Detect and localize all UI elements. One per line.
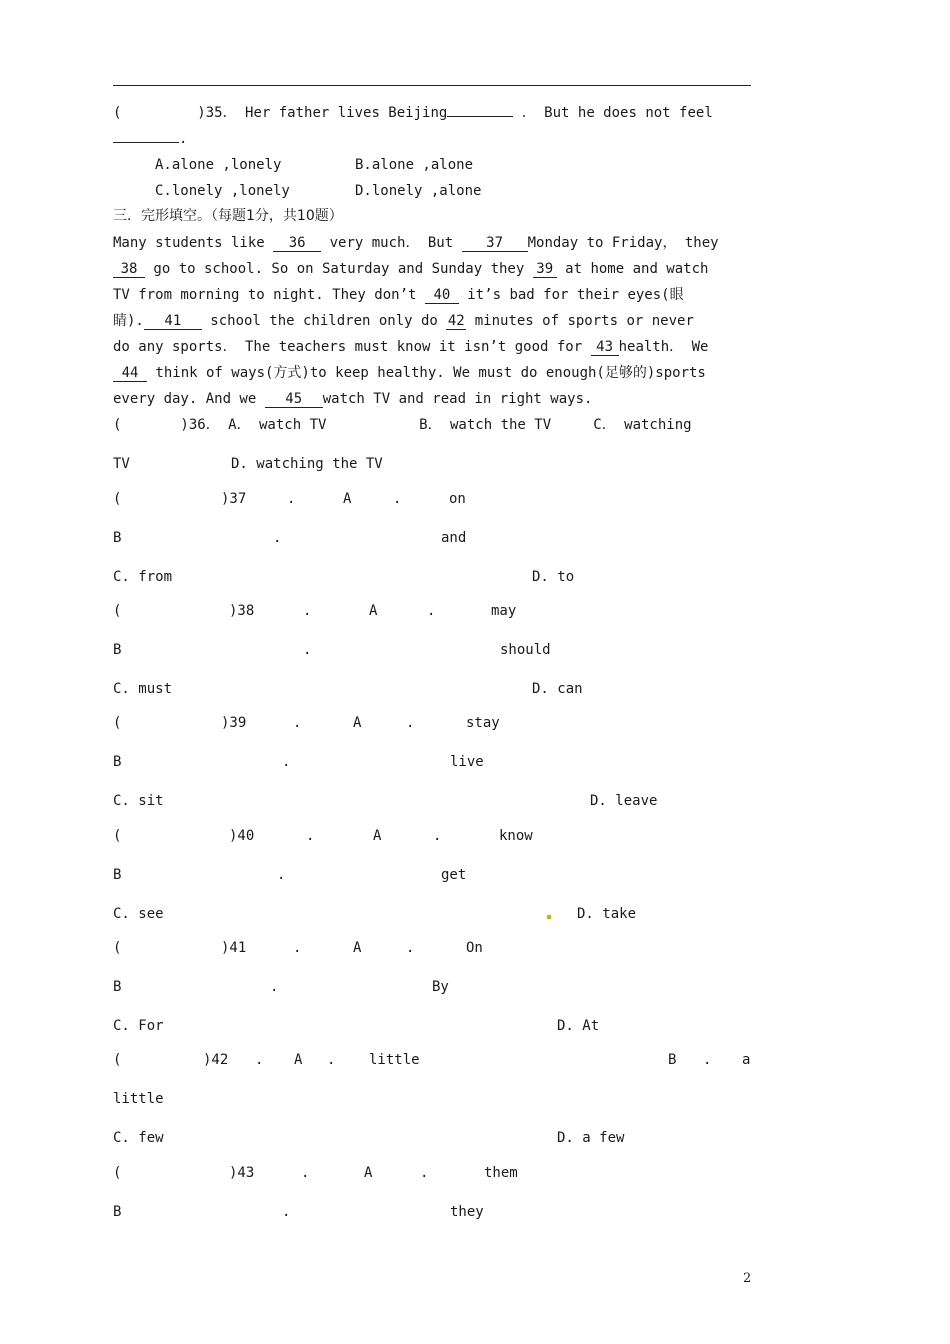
q40-dot: . bbox=[433, 828, 442, 844]
question-35-cont: . bbox=[113, 130, 187, 148]
q37-option-a: on bbox=[449, 491, 466, 507]
q40-option-a-label: A bbox=[373, 828, 382, 844]
q38-paren: ( bbox=[113, 603, 122, 619]
q42-dot: . bbox=[327, 1052, 336, 1068]
question-36: ( )36． A． watch TV B． watch the TV C． watching bbox=[113, 417, 692, 433]
q43-dot: . bbox=[282, 1204, 291, 1220]
blank-36[interactable]: 36 bbox=[273, 236, 321, 252]
q39-option-a-label: A bbox=[353, 715, 362, 731]
q37-dot: . bbox=[393, 491, 402, 507]
question-36-cont: TV D. watching the TV bbox=[113, 456, 383, 472]
q41-dot: . bbox=[406, 940, 415, 956]
q42-paren: ( bbox=[113, 1052, 122, 1068]
blank-37[interactable]: 37 bbox=[462, 236, 528, 252]
q41-option-a-label: A bbox=[353, 940, 362, 956]
q41-option-b: By bbox=[432, 979, 449, 995]
q35-option-a: A.alone ,lonely bbox=[155, 157, 282, 173]
q37-option-b-label: B bbox=[113, 530, 122, 546]
q40-option-c: C. see bbox=[113, 906, 164, 922]
q38-dot: . bbox=[427, 603, 436, 619]
header-rule bbox=[113, 85, 751, 86]
q39-option-c: C. sit bbox=[113, 793, 164, 809]
passage-line-5: do any sports． The teachers must know it isn’t good for 43 health． We bbox=[113, 339, 709, 355]
q39-number: )39 bbox=[221, 715, 247, 731]
passage-line-6: 44 think of ways(方式)to keep healthy. We must do enough(足够的)sports bbox=[113, 364, 706, 382]
q37-option-a-label: A bbox=[343, 491, 352, 507]
q43-dot: . bbox=[420, 1165, 429, 1181]
q37-number: )37 bbox=[221, 491, 247, 507]
q38-option-b-label: B bbox=[113, 642, 122, 658]
q39-dot: . bbox=[293, 715, 302, 731]
q41-paren: ( bbox=[113, 940, 122, 956]
q41-option-c: C. For bbox=[113, 1018, 164, 1034]
blank[interactable] bbox=[113, 142, 179, 143]
q43-option-a-label: A bbox=[364, 1165, 373, 1181]
q40-dot: . bbox=[277, 867, 286, 883]
q43-option-b-label: B bbox=[113, 1204, 122, 1220]
passage-line-2: 38 go to school. So on Saturday and Sunday they 39 at home and watch bbox=[113, 260, 708, 278]
blank-41[interactable]: 41 bbox=[144, 314, 202, 330]
q40-paren: ( bbox=[113, 828, 122, 844]
blank-42[interactable]: 42 bbox=[447, 313, 465, 329]
q40-option-b-label: B bbox=[113, 867, 122, 883]
q38-option-c: C. must bbox=[113, 681, 173, 697]
q43-number: )43 bbox=[229, 1165, 255, 1181]
q43-option-a: them bbox=[484, 1165, 518, 1181]
q41-dot: . bbox=[270, 979, 279, 995]
q38-number: )38 bbox=[229, 603, 255, 619]
q38-option-a: may bbox=[491, 603, 517, 619]
blank-40[interactable]: 40 bbox=[425, 288, 459, 304]
passage-line-3: TV from morning to night. They don’t 40 it’s bad for their eyes(眼 bbox=[113, 287, 684, 303]
q38-option-d: D. can bbox=[532, 681, 583, 697]
q39-paren: ( bbox=[113, 715, 122, 731]
q42-option-c: C. few bbox=[113, 1130, 164, 1146]
q37-dot: . bbox=[273, 530, 282, 546]
section-heading: 三．完形填空。（每题1分，共10题） bbox=[113, 208, 343, 224]
passage-line-1: Many students like 36 very much． But 37 Monday to Friday， they bbox=[113, 235, 719, 251]
q37-paren: ( bbox=[113, 491, 122, 507]
passage-line-7: every day. And we 45 watch TV and read in right ways. bbox=[113, 391, 593, 407]
q40-number: )40 bbox=[229, 828, 255, 844]
blank[interactable] bbox=[447, 116, 513, 117]
highlight-mark bbox=[547, 915, 551, 919]
q40-option-b: get bbox=[441, 867, 467, 883]
passage-line-4: 睛). 41 school the children only do 42 minutes of sports or never bbox=[113, 313, 694, 329]
q41-option-a: On bbox=[466, 940, 483, 956]
q42-option-b-cont: little bbox=[113, 1091, 164, 1107]
q35-option-c: C.lonely ,lonely bbox=[155, 183, 290, 199]
q43-dot: . bbox=[301, 1165, 310, 1181]
q38-option-a-label: A bbox=[369, 603, 378, 619]
q42-option-a: little bbox=[369, 1052, 420, 1068]
q39-dot: . bbox=[406, 715, 415, 731]
q39-dot: . bbox=[282, 754, 291, 770]
q37-option-d: D. to bbox=[532, 569, 575, 585]
q39-option-b: live bbox=[450, 754, 484, 770]
page-number: 2 bbox=[743, 1271, 752, 1286]
question-35: ( )35． Her father lives Beijing ． But he does not feel bbox=[113, 105, 713, 121]
q37-option-c: C. from bbox=[113, 569, 173, 585]
q39-option-a: stay bbox=[466, 715, 500, 731]
q35-option-d: D.lonely ,alone bbox=[355, 183, 482, 199]
blank-38[interactable]: 38 bbox=[113, 262, 145, 278]
q42-option-b-label: B bbox=[668, 1052, 677, 1068]
q40-dot: . bbox=[306, 828, 315, 844]
q43-option-b: they bbox=[450, 1204, 484, 1220]
q42-option-b: a bbox=[742, 1052, 751, 1068]
blank-44[interactable]: 44 bbox=[113, 366, 147, 382]
q37-dot: . bbox=[287, 491, 296, 507]
blank-43[interactable]: 43 bbox=[591, 340, 619, 356]
q37-option-b: and bbox=[441, 530, 467, 546]
q41-option-b-label: B bbox=[113, 979, 122, 995]
q40-option-a: know bbox=[499, 828, 533, 844]
q42-option-d: D. a few bbox=[557, 1130, 625, 1146]
q42-number: )42 bbox=[203, 1052, 229, 1068]
q41-number: )41 bbox=[221, 940, 247, 956]
q42-option-a-label: A bbox=[294, 1052, 303, 1068]
q39-option-d: D. leave bbox=[590, 793, 658, 809]
q38-dot: . bbox=[303, 603, 312, 619]
q41-option-d: D. At bbox=[557, 1018, 600, 1034]
q41-dot: . bbox=[293, 940, 302, 956]
blank-39[interactable]: 39 bbox=[533, 262, 557, 278]
q42-dot: . bbox=[255, 1052, 264, 1068]
q40-option-d: D. take bbox=[577, 906, 637, 922]
blank-45[interactable]: 45 bbox=[265, 392, 323, 408]
q38-dot: . bbox=[303, 642, 312, 658]
q35-option-b: B.alone ,alone bbox=[355, 157, 474, 173]
q43-paren: ( bbox=[113, 1165, 122, 1181]
q39-option-b-label: B bbox=[113, 754, 122, 770]
q42-dot: . bbox=[703, 1052, 712, 1068]
q38-option-b: should bbox=[500, 642, 551, 658]
